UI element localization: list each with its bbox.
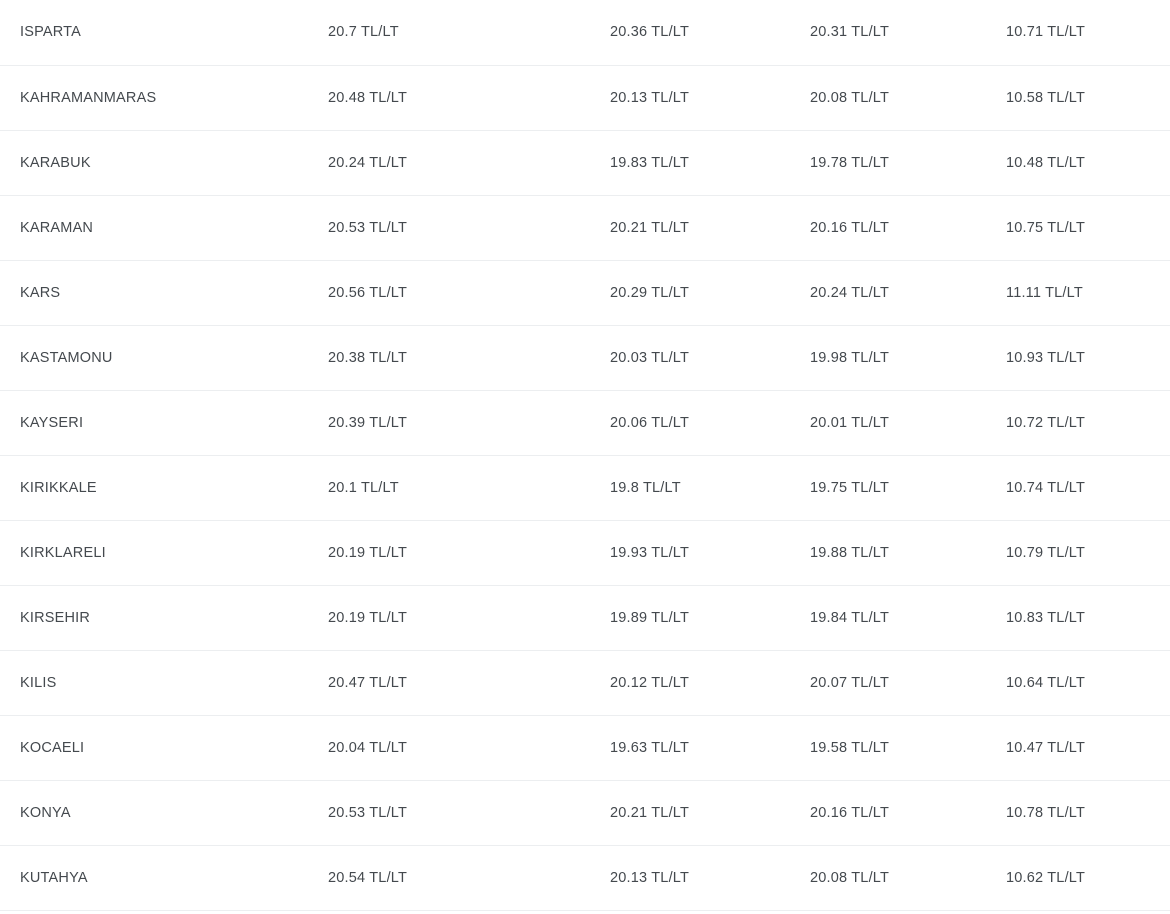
cell-city: KASTAMONU: [0, 325, 324, 390]
cell-price-1: 20.54 TL/LT: [324, 845, 606, 910]
cell-price-2: 20.13 TL/LT: [606, 845, 806, 910]
cell-price-4: 10.71 TL/LT: [1002, 0, 1170, 65]
table-row: [0, 585, 1170, 650]
cell-price-4: 10.58 TL/LT: [1002, 65, 1170, 130]
cell-price-1: 20.53 TL/LT: [324, 780, 606, 845]
cell-price-4: 10.74 TL/LT: [1002, 455, 1170, 520]
cell-price-1: 20.19 TL/LT: [324, 520, 606, 585]
cell-price-3: 19.88 TL/LT: [806, 520, 1002, 585]
cell-price-1: 20.19 TL/LT: [324, 585, 606, 650]
cell-price-3: 20.16 TL/LT: [806, 195, 1002, 260]
table-row: [0, 195, 1170, 260]
cell-price-4: 10.93 TL/LT: [1002, 325, 1170, 390]
table-row: [0, 650, 1170, 715]
cell-price-4: 10.83 TL/LT: [1002, 585, 1170, 650]
cell-price-1: 20.24 TL/LT: [324, 130, 606, 195]
cell-price-3: 20.08 TL/LT: [806, 65, 1002, 130]
cell-price-4: 10.78 TL/LT: [1002, 780, 1170, 845]
cell-price-1: 20.47 TL/LT: [324, 650, 606, 715]
cell-price-3: 20.08 TL/LT: [806, 845, 1002, 910]
table-row: [0, 325, 1170, 390]
cell-price-4: 10.79 TL/LT: [1002, 520, 1170, 585]
cell-city: KARABUK: [0, 130, 324, 195]
cell-price-2: 20.21 TL/LT: [606, 195, 806, 260]
cell-price-4: 10.47 TL/LT: [1002, 715, 1170, 780]
cell-city: KAYSERI: [0, 390, 324, 455]
cell-price-2: 20.12 TL/LT: [606, 650, 806, 715]
cell-price-2: 20.06 TL/LT: [606, 390, 806, 455]
cell-city: ISPARTA: [0, 0, 324, 65]
cell-price-1: 20.56 TL/LT: [324, 260, 606, 325]
cell-price-3: 20.31 TL/LT: [806, 0, 1002, 65]
table-row: [0, 520, 1170, 585]
cell-city: KARS: [0, 260, 324, 325]
cell-price-3: 19.84 TL/LT: [806, 585, 1002, 650]
table-row: [0, 715, 1170, 780]
cell-price-4: 10.72 TL/LT: [1002, 390, 1170, 455]
cell-price-4: 10.62 TL/LT: [1002, 845, 1170, 910]
cell-price-1: 20.53 TL/LT: [324, 195, 606, 260]
cell-price-3: 19.78 TL/LT: [806, 130, 1002, 195]
table-row: [0, 845, 1170, 910]
cell-price-2: 19.63 TL/LT: [606, 715, 806, 780]
cell-price-3: 20.07 TL/LT: [806, 650, 1002, 715]
cell-price-2: 19.93 TL/LT: [606, 520, 806, 585]
cell-city: KIRIKKALE: [0, 455, 324, 520]
cell-price-1: 20.48 TL/LT: [324, 65, 606, 130]
table-row: [0, 260, 1170, 325]
cell-price-4: 10.64 TL/LT: [1002, 650, 1170, 715]
cell-city: KIRSEHIR: [0, 585, 324, 650]
cell-price-3: 19.75 TL/LT: [806, 455, 1002, 520]
cell-price-4: 10.75 TL/LT: [1002, 195, 1170, 260]
cell-price-3: 20.24 TL/LT: [806, 260, 1002, 325]
cell-city: KARAMAN: [0, 195, 324, 260]
cell-price-2: 20.13 TL/LT: [606, 65, 806, 130]
cell-price-1: 20.1 TL/LT: [324, 455, 606, 520]
cell-price-2: 20.36 TL/LT: [606, 0, 806, 65]
cell-price-1: 20.04 TL/LT: [324, 715, 606, 780]
cell-price-3: 20.01 TL/LT: [806, 390, 1002, 455]
cell-city: KONYA: [0, 780, 324, 845]
cell-price-2: 20.03 TL/LT: [606, 325, 806, 390]
cell-price-2: 19.83 TL/LT: [606, 130, 806, 195]
cell-city: KILIS: [0, 650, 324, 715]
cell-price-1: 20.39 TL/LT: [324, 390, 606, 455]
table-row: [0, 455, 1170, 520]
cell-price-2: 20.29 TL/LT: [606, 260, 806, 325]
cell-price-4: 10.48 TL/LT: [1002, 130, 1170, 195]
table-row: [0, 65, 1170, 130]
cell-price-1: 20.7 TL/LT: [324, 0, 606, 65]
cell-city: KOCAELI: [0, 715, 324, 780]
cell-price-4: 11.11 TL/LT: [1002, 260, 1170, 325]
cell-price-2: 20.21 TL/LT: [606, 780, 806, 845]
cell-price-2: 19.89 TL/LT: [606, 585, 806, 650]
cell-city: KUTAHYA: [0, 845, 324, 910]
cell-city: KIRKLARELI: [0, 520, 324, 585]
cell-price-3: 19.58 TL/LT: [806, 715, 1002, 780]
cell-price-3: 19.98 TL/LT: [806, 325, 1002, 390]
table-row: [0, 780, 1170, 845]
cell-city: KAHRAMANMARAS: [0, 65, 324, 130]
cell-price-1: 20.38 TL/LT: [324, 325, 606, 390]
cell-price-2: 19.8 TL/LT: [606, 455, 806, 520]
table-row: [0, 0, 1170, 65]
cell-price-3: 20.16 TL/LT: [806, 780, 1002, 845]
table-row: [0, 130, 1170, 195]
table-row: [0, 390, 1170, 455]
